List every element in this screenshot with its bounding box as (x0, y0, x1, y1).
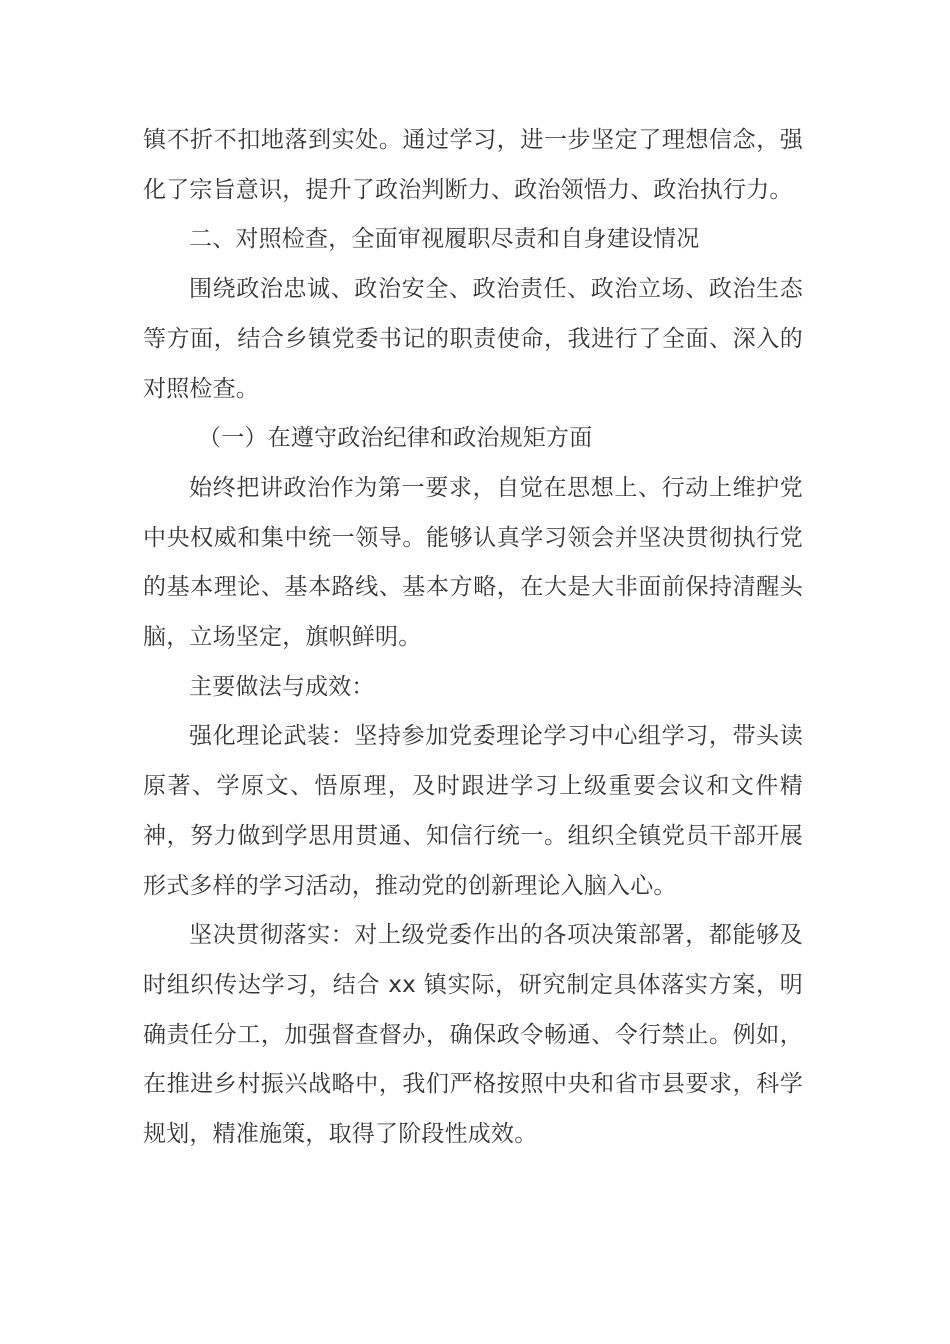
paragraph-theory-study: 强化理论武装：坚持参加党委理论学习中心组学习，带头读原著、学原文、悟原理，及时跟进学习上级重要会议和文件精神，努力做到学思用贯通、知信行统一。组织全镇党员干部开展形式多样的学习活动，推动党的创新理论入脑入心。 (143, 723, 803, 899)
paragraph-main-practices-label: 主要做法与成效： (189, 673, 375, 700)
document-page (143, 116, 803, 1160)
section-heading-2: 二、对照检查，全面审视履职尽责和自身建设情况 (189, 226, 700, 253)
paragraph-intro: 围绕政治忠诚、政治安全、政治责任、政治立场、政治生态等方面，结合乡镇党委书记的职责使命，我进行了全面、深入的对照检查。 (143, 276, 803, 402)
paragraph-continued: 镇不折不扣地落到实处。通过学习，进一步坚定了理想信念，强化了宗旨意识，提升了政治判断力、政治领悟力、政治执行力。 (143, 127, 803, 203)
paragraph-political-discipline: 始终把讲政治作为第一要求，自觉在思想上、行动上维护党中央权威和集中统一领导。能够认真学习领会并坚决贯彻执行党的基本理论、基本路线、基本方略，在大是大非面前保持清醒头脑，立场坚定，旗帜鲜明。 (143, 474, 803, 651)
paragraph-implementation: 坚决贯彻落实：对上级党委作出的各项决策部署，都能够及时组织传达学习，结合 xx 镇实际，研究制定具体落实方案，明确责任分工，加强督查督办，确保政令畅通、令行禁止。例如，在推进乡村振兴战略中，我们严格按照中央和省市县要求，科学规划，精准施策，取得了阶段性成效。 (143, 922, 803, 1148)
subsection-heading-1: （一）在遵守政治纪律和政治规矩方面 (198, 425, 593, 452)
